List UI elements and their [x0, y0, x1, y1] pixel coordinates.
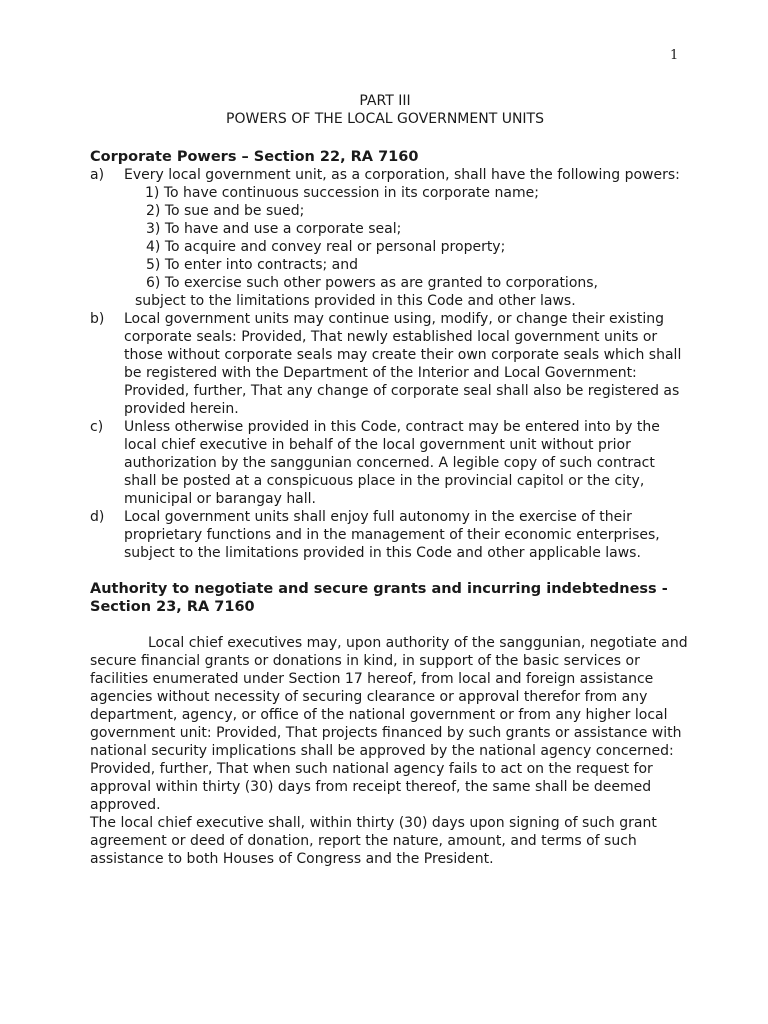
- part-label: PART III: [359, 93, 411, 109]
- list-letter: b): [90, 311, 105, 327]
- sublist-item: 3) To have and use a corporate seal;: [146, 221, 402, 237]
- sublist-item: 4) To acquire and convey real or personal property;: [146, 239, 506, 255]
- section-23-paragraph-2: The local chief executive shall, within thirty (30) days upon signing of such grant agreement or deed of donation, report the nature, amount, and terms of such assistance to both Houses of Congress and the President.: [90, 815, 657, 867]
- page-number: 1: [670, 48, 679, 63]
- sublist-item: 1) To have continuous succession in its corporate name;: [145, 185, 539, 201]
- list-item-text: Local government units shall enjoy full autonomy in the exercise of their proprietary functions and in the management of their economic enterprises, subject to the limitations provided in this Code and other applicable laws.: [124, 509, 660, 561]
- list-item-text: Local government units may continue using, modify, or change their existing corporate seals: Provided, That newly established local government units or those without corporate seals may create their own corporate seals which shall be registered with the Department of the Interior and Local Government: Provided, further, That any change of corporate seal shall also be registered as provided herein.: [124, 311, 682, 417]
- section-23-heading: Authority to negotiate and secure grants and incurring indebtedness - Section 23, RA 7160: [90, 581, 668, 615]
- list-letter: c): [90, 419, 104, 435]
- list-item-c: [90, 418, 690, 508]
- list-item-text: Unless otherwise provided in this Code, contract may be entered into by the local chief executive in behalf of the local government unit without prior authorization by the sanggunian concerned. A legible copy of such contract shall be posted at a conspicuous place in the provincial capitol or the city, municipal or barangay hall.: [124, 419, 660, 507]
- list-letter: a): [90, 167, 105, 183]
- sublist-item: 2) To sue and be sued;: [146, 203, 305, 219]
- list-item-d: [90, 508, 690, 562]
- sublist-item: 5) To enter into contracts; and: [146, 257, 359, 273]
- list-item-text: Every local government unit, as a corporation, shall have the following powers:: [124, 167, 680, 183]
- list-letter: d): [90, 509, 105, 525]
- section-23-paragraph-1: Local chief executives may, upon authority of the sanggunian, negotiate and secure financial grants or donations in kind, in support of the basic services or facilities enumerated under Section 17 hereof, from local and foreign assistance agencies without necessity of securing clearance or approval therefor from any department, agency, or office of the national government or from any higher local government unit: Provided, That projects financed by such grants or assistance with national security implications shall be approved by the national agency concerned: Provided, further, That when such national agency fails to act on the request for approval within thirty (30) days from receipt thereof, the same shall be deemed approved.: [90, 635, 688, 813]
- list-item-a: [90, 166, 690, 310]
- spacer: [90, 616, 690, 634]
- document-body: [90, 148, 690, 868]
- list-item-b: [90, 310, 690, 418]
- part-title: POWERS OF THE LOCAL GOVERNMENT UNITS: [226, 111, 544, 127]
- sublist-item: 6) To exercise such other powers as are granted to corporations,: [146, 275, 599, 291]
- sublist-continuation: subject to the limitations provided in this Code and other laws.: [135, 293, 576, 309]
- part-header: [90, 92, 680, 128]
- spacer: [90, 562, 690, 580]
- corporate-powers-sublist: [124, 184, 690, 310]
- section-22-heading: Corporate Powers – Section 22, RA 7160: [90, 149, 419, 165]
